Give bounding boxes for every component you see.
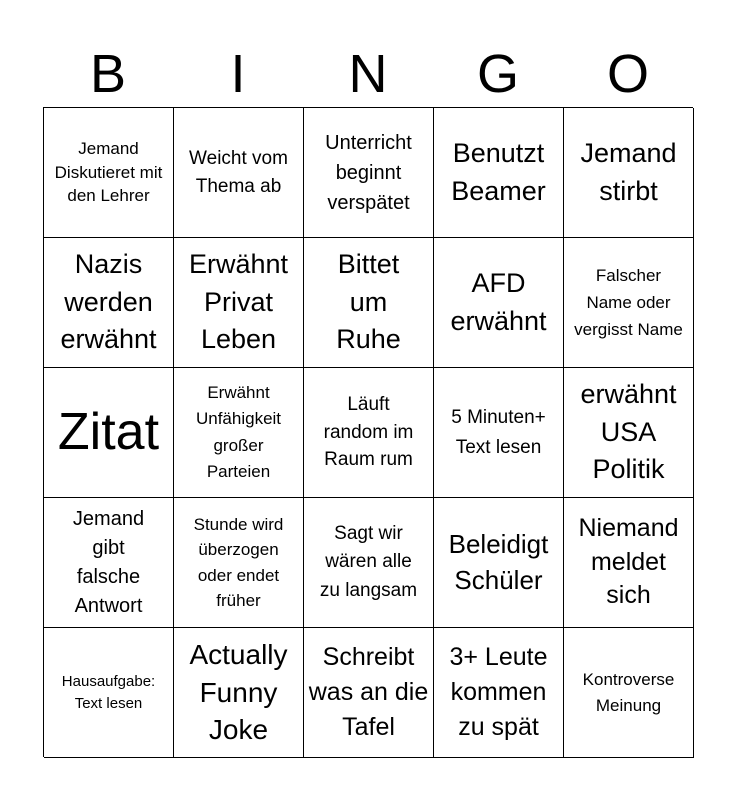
bingo-cell-r5c4[interactable]: 3+ Leute kommen zu spät	[434, 628, 564, 758]
bingo-cell-r4c1[interactable]: Jemand gibt falsche Antwort	[44, 498, 174, 628]
bingo-cell-r5c5[interactable]: Kontroverse Meinung	[564, 628, 694, 758]
bingo-cell-r4c2[interactable]: Stunde wird überzogen oder endet früher	[174, 498, 304, 628]
bingo-cell-r1c5[interactable]: Jemand stirbt	[564, 108, 694, 238]
header-letter-b: B	[89, 44, 127, 104]
bingo-cell-r3c1[interactable]: Zitat	[44, 368, 174, 498]
bingo-cell-r1c3[interactable]: Unterricht beginnt verspätet	[304, 108, 434, 238]
bingo-cell-r2c4[interactable]: AFD erwähnt	[434, 238, 564, 368]
header-letter-i: I	[230, 44, 246, 104]
bingo-cell-r2c3[interactable]: Bittet um Ruhe	[304, 238, 434, 368]
bingo-cell-r4c5[interactable]: Niemand meldet sich	[564, 498, 694, 628]
bingo-cell-r3c5[interactable]: erwähnt USA Politik	[564, 368, 694, 498]
bingo-cell-r1c4[interactable]: Benutzt Beamer	[434, 108, 564, 238]
bingo-cell-r4c4[interactable]: Beleidigt Schüler	[434, 498, 564, 628]
header-letter-g: G	[476, 44, 519, 104]
bingo-card-grid	[43, 107, 693, 757]
bingo-cell-r2c5[interactable]: Falscher Name oder vergisst Name	[564, 238, 694, 368]
bingo-cell-r5c2[interactable]: Actually Funny Joke	[174, 628, 304, 758]
bingo-cell-r3c4[interactable]: 5 Minuten+ Text lesen	[434, 368, 564, 498]
bingo-header	[43, 40, 693, 108]
bingo-cell-r5c3[interactable]: Schreibt was an die Tafel	[304, 628, 434, 758]
bingo-cell-r3c2[interactable]: Erwähnt Unfähigkeit großer Parteien	[174, 368, 304, 498]
bingo-cell-r4c3[interactable]: Sagt wir wären alle zu langsam	[304, 498, 434, 628]
bingo-cell-r3c3[interactable]: Läuft random im Raum rum	[304, 368, 434, 498]
bingo-cell-r2c1[interactable]: Nazis werden erwähnt	[44, 238, 174, 368]
header-letter-o: O	[606, 44, 649, 104]
header-letter-n: N	[348, 44, 388, 104]
bingo-cell-r5c1[interactable]: Hausaufgabe: Text lesen	[44, 628, 174, 758]
bingo-cell-r2c2[interactable]: Erwähnt Privat Leben	[174, 238, 304, 368]
bingo-cell-r1c1[interactable]: Jemand Diskutieret mit den Lehrer	[44, 108, 174, 238]
bingo-cell-r1c2[interactable]: Weicht vom Thema ab	[174, 108, 304, 238]
